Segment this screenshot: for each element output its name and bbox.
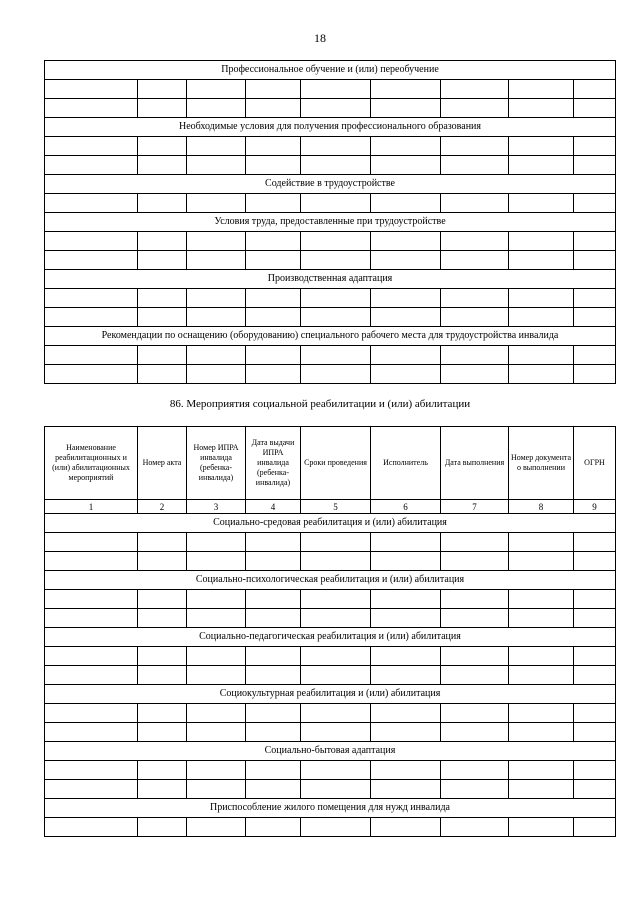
empty-cell[interactable] — [138, 533, 187, 552]
empty-cell[interactable] — [371, 761, 441, 780]
empty-row — [45, 609, 616, 628]
empty-row — [45, 80, 616, 99]
empty-cell[interactable] — [45, 346, 138, 365]
empty-cell[interactable] — [574, 666, 616, 685]
empty-row — [45, 346, 616, 365]
empty-cell[interactable] — [371, 666, 441, 685]
empty-row — [45, 704, 616, 723]
empty-cell[interactable] — [441, 194, 509, 213]
empty-cell[interactable] — [509, 552, 574, 571]
empty-cell[interactable] — [138, 80, 187, 99]
empty-cell[interactable] — [246, 99, 301, 118]
empty-cell[interactable] — [301, 761, 371, 780]
empty-cell[interactable] — [45, 308, 138, 327]
empty-cell[interactable] — [138, 346, 187, 365]
empty-cell[interactable] — [45, 80, 138, 99]
empty-cell[interactable] — [187, 666, 246, 685]
empty-cell[interactable] — [509, 761, 574, 780]
empty-cell[interactable] — [574, 251, 616, 270]
empty-cell[interactable] — [371, 780, 441, 799]
empty-cell[interactable] — [371, 251, 441, 270]
empty-cell[interactable] — [371, 99, 441, 118]
empty-cell[interactable] — [187, 194, 246, 213]
empty-cell[interactable] — [45, 365, 138, 384]
empty-cell[interactable] — [441, 704, 509, 723]
column-number: 5 — [301, 500, 371, 514]
section-title-row — [45, 175, 616, 194]
column-number-row — [45, 500, 616, 514]
empty-cell[interactable] — [441, 723, 509, 742]
empty-cell[interactable] — [45, 194, 138, 213]
bottom-table — [44, 426, 616, 837]
empty-cell[interactable] — [45, 533, 138, 552]
empty-cell[interactable] — [187, 137, 246, 156]
empty-cell[interactable] — [574, 761, 616, 780]
section-title: Социально-средовая реабилитация и (или) абилитация — [45, 514, 616, 533]
column-number: 7 — [441, 500, 509, 514]
column-number: 2 — [138, 500, 187, 514]
empty-cell[interactable] — [301, 289, 371, 308]
empty-cell[interactable] — [301, 346, 371, 365]
empty-cell[interactable] — [246, 647, 301, 666]
empty-cell[interactable] — [509, 156, 574, 175]
empty-cell[interactable] — [441, 137, 509, 156]
empty-cell[interactable] — [509, 647, 574, 666]
empty-cell[interactable] — [301, 647, 371, 666]
empty-cell[interactable] — [574, 780, 616, 799]
empty-row — [45, 533, 616, 552]
section-title-row — [45, 799, 616, 818]
empty-cell[interactable] — [509, 232, 574, 251]
empty-cell[interactable] — [441, 609, 509, 628]
empty-cell[interactable] — [246, 194, 301, 213]
section-title-row — [45, 571, 616, 590]
section-title: Социально-бытовая адаптация — [45, 742, 616, 761]
empty-cell[interactable] — [574, 232, 616, 251]
bottom-table-body — [45, 427, 616, 837]
empty-cell[interactable] — [509, 780, 574, 799]
empty-cell[interactable] — [138, 156, 187, 175]
empty-row — [45, 289, 616, 308]
empty-cell[interactable] — [246, 780, 301, 799]
header-cell: Номер документа о выполнении — [509, 427, 574, 500]
section-heading: 86. Мероприятия социальной реабилитации и (или) абилитации — [169, 398, 471, 410]
column-number: 9 — [574, 500, 616, 514]
header-row — [45, 427, 616, 500]
empty-cell[interactable] — [187, 232, 246, 251]
section-title-row — [45, 327, 616, 346]
empty-row — [45, 194, 616, 213]
empty-cell[interactable] — [246, 156, 301, 175]
empty-cell[interactable] — [45, 818, 138, 837]
empty-cell[interactable] — [441, 99, 509, 118]
empty-cell[interactable] — [574, 552, 616, 571]
header-cell: Исполнитель — [371, 427, 441, 500]
empty-cell[interactable] — [301, 156, 371, 175]
empty-cell[interactable] — [509, 609, 574, 628]
empty-cell[interactable] — [574, 723, 616, 742]
empty-cell[interactable] — [187, 647, 246, 666]
empty-cell[interactable] — [246, 609, 301, 628]
empty-cell[interactable] — [246, 80, 301, 99]
empty-cell[interactable] — [45, 99, 138, 118]
empty-cell[interactable] — [509, 194, 574, 213]
section-title-row — [45, 514, 616, 533]
empty-cell[interactable] — [187, 365, 246, 384]
empty-cell[interactable] — [301, 308, 371, 327]
empty-cell[interactable] — [371, 365, 441, 384]
empty-cell[interactable] — [45, 666, 138, 685]
section-title-row — [45, 742, 616, 761]
section-title: Социокультурная реабилитация и (или) абилитация — [45, 685, 616, 704]
empty-cell[interactable] — [45, 609, 138, 628]
empty-cell[interactable] — [441, 780, 509, 799]
empty-cell[interactable] — [138, 99, 187, 118]
empty-cell[interactable] — [371, 346, 441, 365]
empty-cell[interactable] — [574, 346, 616, 365]
column-number: 4 — [246, 500, 301, 514]
empty-cell[interactable] — [301, 590, 371, 609]
empty-cell[interactable] — [187, 289, 246, 308]
empty-cell[interactable] — [138, 761, 187, 780]
empty-cell[interactable] — [301, 251, 371, 270]
empty-cell[interactable] — [371, 80, 441, 99]
empty-cell[interactable] — [187, 251, 246, 270]
empty-cell[interactable] — [509, 704, 574, 723]
empty-cell[interactable] — [371, 552, 441, 571]
section-title-row — [45, 61, 616, 80]
empty-row — [45, 365, 616, 384]
empty-cell[interactable] — [371, 194, 441, 213]
empty-row — [45, 308, 616, 327]
empty-cell[interactable] — [187, 609, 246, 628]
empty-cell[interactable] — [187, 723, 246, 742]
empty-cell[interactable] — [441, 80, 509, 99]
empty-cell[interactable] — [246, 346, 301, 365]
empty-cell[interactable] — [441, 818, 509, 837]
empty-cell[interactable] — [371, 609, 441, 628]
empty-cell[interactable] — [509, 723, 574, 742]
empty-cell[interactable] — [441, 365, 509, 384]
empty-cell[interactable] — [45, 590, 138, 609]
empty-cell[interactable] — [45, 137, 138, 156]
header-cell: Дата выдачи ИПРА инвалида (ребенка-инвалида) — [246, 427, 301, 500]
empty-cell[interactable] — [574, 156, 616, 175]
empty-cell[interactable] — [246, 723, 301, 742]
empty-cell[interactable] — [301, 365, 371, 384]
empty-cell[interactable] — [187, 761, 246, 780]
empty-cell[interactable] — [441, 156, 509, 175]
empty-cell[interactable] — [301, 723, 371, 742]
empty-cell[interactable] — [574, 99, 616, 118]
empty-row — [45, 251, 616, 270]
empty-cell[interactable] — [187, 346, 246, 365]
section-title: Социально-педагогическая реабилитация и (или) абилитация — [45, 628, 616, 647]
empty-cell[interactable] — [138, 552, 187, 571]
empty-cell[interactable] — [509, 137, 574, 156]
empty-cell[interactable] — [301, 818, 371, 837]
empty-cell[interactable] — [301, 780, 371, 799]
empty-cell[interactable] — [138, 609, 187, 628]
empty-cell[interactable] — [246, 251, 301, 270]
empty-row — [45, 137, 616, 156]
empty-cell[interactable] — [187, 99, 246, 118]
empty-cell[interactable] — [574, 194, 616, 213]
empty-cell[interactable] — [574, 289, 616, 308]
empty-cell[interactable] — [187, 80, 246, 99]
empty-row — [45, 590, 616, 609]
empty-cell[interactable] — [509, 818, 574, 837]
empty-cell[interactable] — [509, 666, 574, 685]
empty-cell[interactable] — [45, 780, 138, 799]
empty-cell[interactable] — [574, 818, 616, 837]
empty-cell[interactable] — [301, 194, 371, 213]
empty-cell[interactable] — [371, 533, 441, 552]
column-number: 6 — [371, 500, 441, 514]
empty-cell[interactable] — [45, 704, 138, 723]
empty-cell[interactable] — [574, 137, 616, 156]
empty-cell[interactable] — [187, 780, 246, 799]
section-title-row — [45, 628, 616, 647]
empty-cell[interactable] — [246, 818, 301, 837]
empty-cell[interactable] — [246, 232, 301, 251]
empty-cell[interactable] — [441, 533, 509, 552]
empty-cell[interactable] — [45, 232, 138, 251]
empty-cell[interactable] — [301, 232, 371, 251]
empty-cell[interactable] — [138, 723, 187, 742]
empty-cell[interactable] — [441, 308, 509, 327]
empty-cell[interactable] — [187, 533, 246, 552]
empty-cell[interactable] — [301, 666, 371, 685]
empty-cell[interactable] — [574, 590, 616, 609]
empty-cell[interactable] — [45, 251, 138, 270]
section-title: Условия труда, предоставленные при трудоустройстве — [45, 213, 616, 232]
page-number: 18 — [314, 31, 326, 45]
empty-cell[interactable] — [301, 533, 371, 552]
empty-cell[interactable] — [509, 533, 574, 552]
section-title-row — [45, 118, 616, 137]
empty-cell[interactable] — [301, 609, 371, 628]
empty-cell[interactable] — [371, 156, 441, 175]
column-number: 3 — [187, 500, 246, 514]
section-title: Социально-психологическая реабилитация и (или) абилитация — [45, 571, 616, 590]
empty-cell[interactable] — [246, 704, 301, 723]
empty-cell[interactable] — [371, 704, 441, 723]
empty-cell[interactable] — [246, 761, 301, 780]
empty-cell[interactable] — [187, 552, 246, 571]
empty-cell[interactable] — [574, 533, 616, 552]
empty-cell[interactable] — [371, 647, 441, 666]
empty-cell[interactable] — [138, 647, 187, 666]
empty-cell[interactable] — [45, 761, 138, 780]
empty-cell[interactable] — [371, 723, 441, 742]
section-title-row — [45, 685, 616, 704]
empty-cell[interactable] — [246, 666, 301, 685]
empty-cell[interactable] — [138, 251, 187, 270]
empty-cell[interactable] — [509, 308, 574, 327]
empty-cell[interactable] — [509, 80, 574, 99]
empty-row — [45, 723, 616, 742]
empty-cell[interactable] — [138, 194, 187, 213]
empty-row — [45, 99, 616, 118]
empty-cell[interactable] — [45, 552, 138, 571]
empty-cell[interactable] — [574, 704, 616, 723]
empty-cell[interactable] — [187, 308, 246, 327]
section-title-row — [45, 213, 616, 232]
empty-cell[interactable] — [45, 156, 138, 175]
empty-cell[interactable] — [371, 289, 441, 308]
empty-cell[interactable] — [509, 99, 574, 118]
section-title: Производственная адаптация — [45, 270, 616, 289]
empty-cell[interactable] — [301, 137, 371, 156]
empty-cell[interactable] — [574, 365, 616, 384]
empty-cell[interactable] — [138, 365, 187, 384]
empty-cell[interactable] — [441, 232, 509, 251]
empty-cell[interactable] — [301, 99, 371, 118]
empty-cell[interactable] — [45, 289, 138, 308]
top-table — [44, 60, 616, 384]
empty-row — [45, 232, 616, 251]
empty-cell[interactable] — [441, 552, 509, 571]
empty-row — [45, 780, 616, 799]
empty-cell[interactable] — [441, 289, 509, 308]
empty-cell[interactable] — [138, 590, 187, 609]
section-title: Профессиональное обучение и (или) переобучение — [45, 61, 616, 80]
empty-cell[interactable] — [138, 704, 187, 723]
empty-cell[interactable] — [574, 647, 616, 666]
empty-cell[interactable] — [441, 666, 509, 685]
section-title-row — [45, 270, 616, 289]
empty-cell[interactable] — [441, 761, 509, 780]
empty-cell[interactable] — [246, 289, 301, 308]
empty-cell[interactable] — [138, 818, 187, 837]
empty-cell[interactable] — [371, 818, 441, 837]
empty-cell[interactable] — [138, 666, 187, 685]
empty-cell[interactable] — [574, 609, 616, 628]
header-cell: ОГРН — [574, 427, 616, 500]
empty-cell[interactable] — [441, 647, 509, 666]
empty-row — [45, 647, 616, 666]
header-cell: Дата выполнения — [441, 427, 509, 500]
empty-cell[interactable] — [246, 533, 301, 552]
empty-cell[interactable] — [246, 365, 301, 384]
empty-row — [45, 761, 616, 780]
section-title: Содействие в трудоустройстве — [45, 175, 616, 194]
section-title: Приспособление жилого помещения для нужд инвалида — [45, 799, 616, 818]
empty-cell[interactable] — [246, 308, 301, 327]
empty-cell[interactable] — [371, 137, 441, 156]
empty-cell[interactable] — [301, 704, 371, 723]
empty-cell[interactable] — [371, 232, 441, 251]
empty-cell[interactable] — [246, 552, 301, 571]
empty-cell[interactable] — [187, 818, 246, 837]
empty-cell[interactable] — [441, 251, 509, 270]
empty-cell[interactable] — [301, 552, 371, 571]
empty-cell[interactable] — [574, 308, 616, 327]
empty-cell[interactable] — [509, 289, 574, 308]
empty-cell[interactable] — [509, 346, 574, 365]
empty-cell[interactable] — [509, 365, 574, 384]
empty-cell[interactable] — [187, 704, 246, 723]
top-table-body — [45, 61, 616, 384]
empty-cell[interactable] — [246, 137, 301, 156]
empty-row — [45, 552, 616, 571]
empty-cell[interactable] — [441, 590, 509, 609]
header-cell: Номер ИПРА инвалида (ребенка-инвалида) — [187, 427, 246, 500]
empty-row — [45, 666, 616, 685]
empty-cell[interactable] — [138, 232, 187, 251]
empty-cell[interactable] — [187, 590, 246, 609]
column-number: 8 — [509, 500, 574, 514]
header-cell: Сроки проведения — [301, 427, 371, 500]
empty-cell[interactable] — [138, 308, 187, 327]
empty-cell[interactable] — [574, 80, 616, 99]
empty-cell[interactable] — [301, 80, 371, 99]
empty-cell[interactable] — [138, 780, 187, 799]
section-title: Рекомендации по оснащению (оборудованию) специального рабочего места для трудоустройства инвалида — [45, 327, 616, 346]
section-title: Необходимые условия для получения профессионального образования — [45, 118, 616, 137]
header-cell: Наименование реабилитационных и (или) абилитационных мероприятий — [45, 427, 138, 500]
empty-cell[interactable] — [45, 723, 138, 742]
empty-cell[interactable] — [246, 590, 301, 609]
empty-row — [45, 156, 616, 175]
empty-cell[interactable] — [509, 590, 574, 609]
empty-cell[interactable] — [441, 346, 509, 365]
column-number: 1 — [45, 500, 138, 514]
empty-cell[interactable] — [138, 137, 187, 156]
empty-cell[interactable] — [187, 156, 246, 175]
header-cell: Номер акта — [138, 427, 187, 500]
empty-cell[interactable] — [509, 251, 574, 270]
empty-cell[interactable] — [138, 289, 187, 308]
empty-row — [45, 818, 616, 837]
empty-cell[interactable] — [45, 647, 138, 666]
empty-cell[interactable] — [371, 308, 441, 327]
empty-cell[interactable] — [371, 590, 441, 609]
